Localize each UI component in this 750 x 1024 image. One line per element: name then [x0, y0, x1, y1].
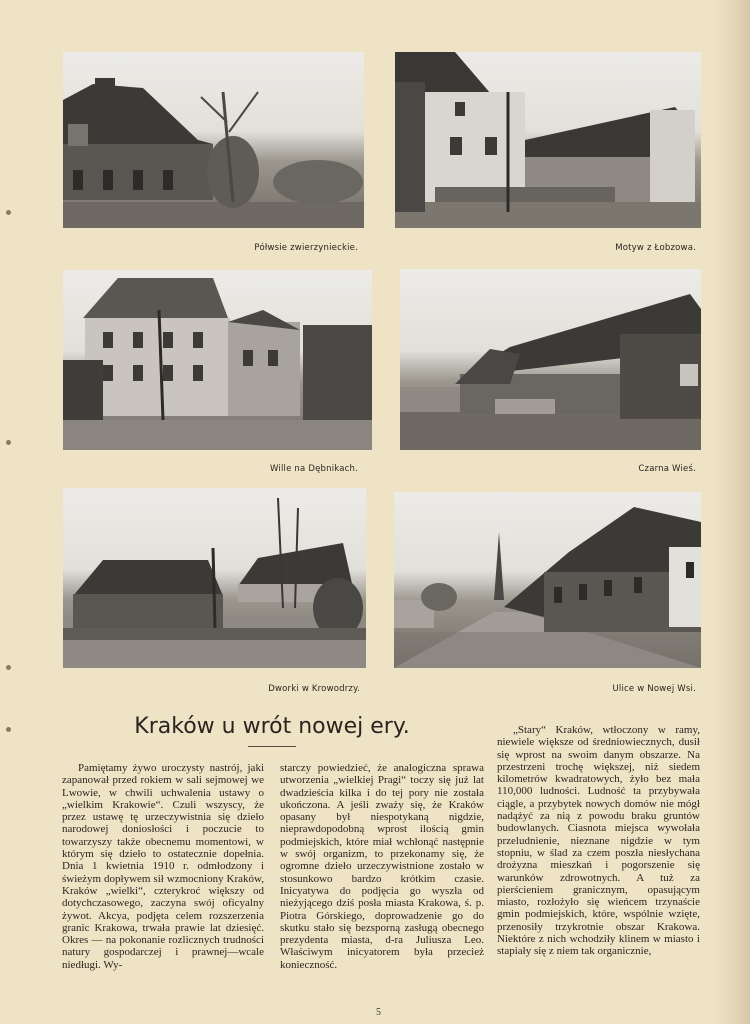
photo-wille-na-debnikach [63, 270, 372, 450]
article-column [62, 762, 264, 971]
photo-caption: Czarna Wieś. [638, 464, 696, 474]
photo-ulice-w-nowej-wsi [394, 492, 701, 668]
page-edge-shadow [712, 0, 750, 1024]
photo-caption: Dworki w Krowodrzy. [268, 684, 360, 694]
photo-motyw-z-lobzowa [395, 52, 701, 228]
photo-polwsie-zwierzynieckie [63, 52, 364, 228]
binding-hole [6, 440, 11, 445]
article-text: Pamiętamy żywo uroczysty nastrój, jaki zapanował przed rokiem w sali sejmowej we Lwowie, w chwili uchwalenia ustawy o „wielkim Krakowie“. Czuli wszyscy, że przez ustawę tę urzeczywistnia się dzieło narodowej doniosłości i poczucie to towarzyszy także obecnemu momentowi, w którym się dzieło to ostatecznie dopełnia. Dnia 1 kwietnia 1910 r. odmłodzony i świeżym dopływem sił wzmocniony Kraków, Kraków „wielki“, czterykroć większy od dotychczasowego, zaczyna swój oficyalny żywot. Akcya, podjęta celem rozszerzenia granic Krakowa, trwała prawie lat dziesięć. Okres — na pokonanie rozlicznych trudności natury gospodarczej i prawnej—wcale niedługi. Wy- [62, 762, 264, 971]
photo-czarna-wies [400, 269, 701, 450]
photo-caption: Półwsie zwierzynieckie. [254, 243, 358, 253]
photo-caption: Wille na Dębnikach. [270, 464, 358, 474]
photo-caption: Ulice w Nowej Wsi. [612, 684, 696, 694]
photo-dworki-w-krowodrzy [63, 488, 366, 668]
title-rule [248, 746, 296, 747]
page-number: 5 [376, 1007, 381, 1018]
article-text: starczy powiedzieć, że analogiczna sprawa utworzenia „wielkiej Pragi“ toczy się już lat dwadzieścia kilka i do tej pory nie została ukończona. A jeśli zważy się, że Kraków opasany był niespotykaną nigdzie, nieprawdopodobną wprost ilością gmin podmiejskich, które miał wchłonąć następnie w swój organizm, to przekonamy się, że ogromne dzieło urzeczywistnione zostało w stosunkowo bardzo krótkim czasie. Inicyatywa do podjęcia go wyszła od nieżyjącego dziś posła miasta Krakowa, ś. p. Piotra Górskiego, doprowadzenie go do skutku stało się bezsporną zasługą obecnego prezydenta miasta, d-ra Juliusza Leo. Właściwym inicyatorem była przecież konieczność. [280, 762, 484, 971]
binding-hole [6, 665, 11, 670]
article-text: „Stary“ Kraków, wtłoczony w ramy, niewiele większe od średniowiecznych, dusił się wprost na swoim danym obszarze. Na przestrzeni trochę większej, niż siedem kilometrów kwadratowych, żyło bez mała 110,000 ludności. Ludność ta przybywała ciągle, a przybytek nowych domów nie mógł nadążyć za nią z powodu braku gruntów budowlanych. Ciasnota miejsca wywołała przeludnienie, nieznane nigdzie w tym stopniu, w ślad za czem poszła niesłychana drożyzna mieszkań i pogorszenie się warunków zdrowotnych. A tuż za pierścieniem granicznym, opasującym miasto, rozłożyło się wieńcem trzynaście gmin podmiejskich, które, wspólnie wzięte, przenosiły trzykrotnie obszar Krakowa. Niektóre z nich wchodziły klinem w miasto i stapiały się z niem tak organicznie, [497, 724, 700, 958]
article-title: Kraków u wrót nowej ery. [134, 714, 410, 739]
binding-hole [6, 210, 11, 215]
photo-caption: Motyw z Łobzowa. [615, 243, 696, 253]
binding-hole [6, 727, 11, 732]
article-column [497, 724, 700, 958]
article-column [280, 762, 484, 971]
